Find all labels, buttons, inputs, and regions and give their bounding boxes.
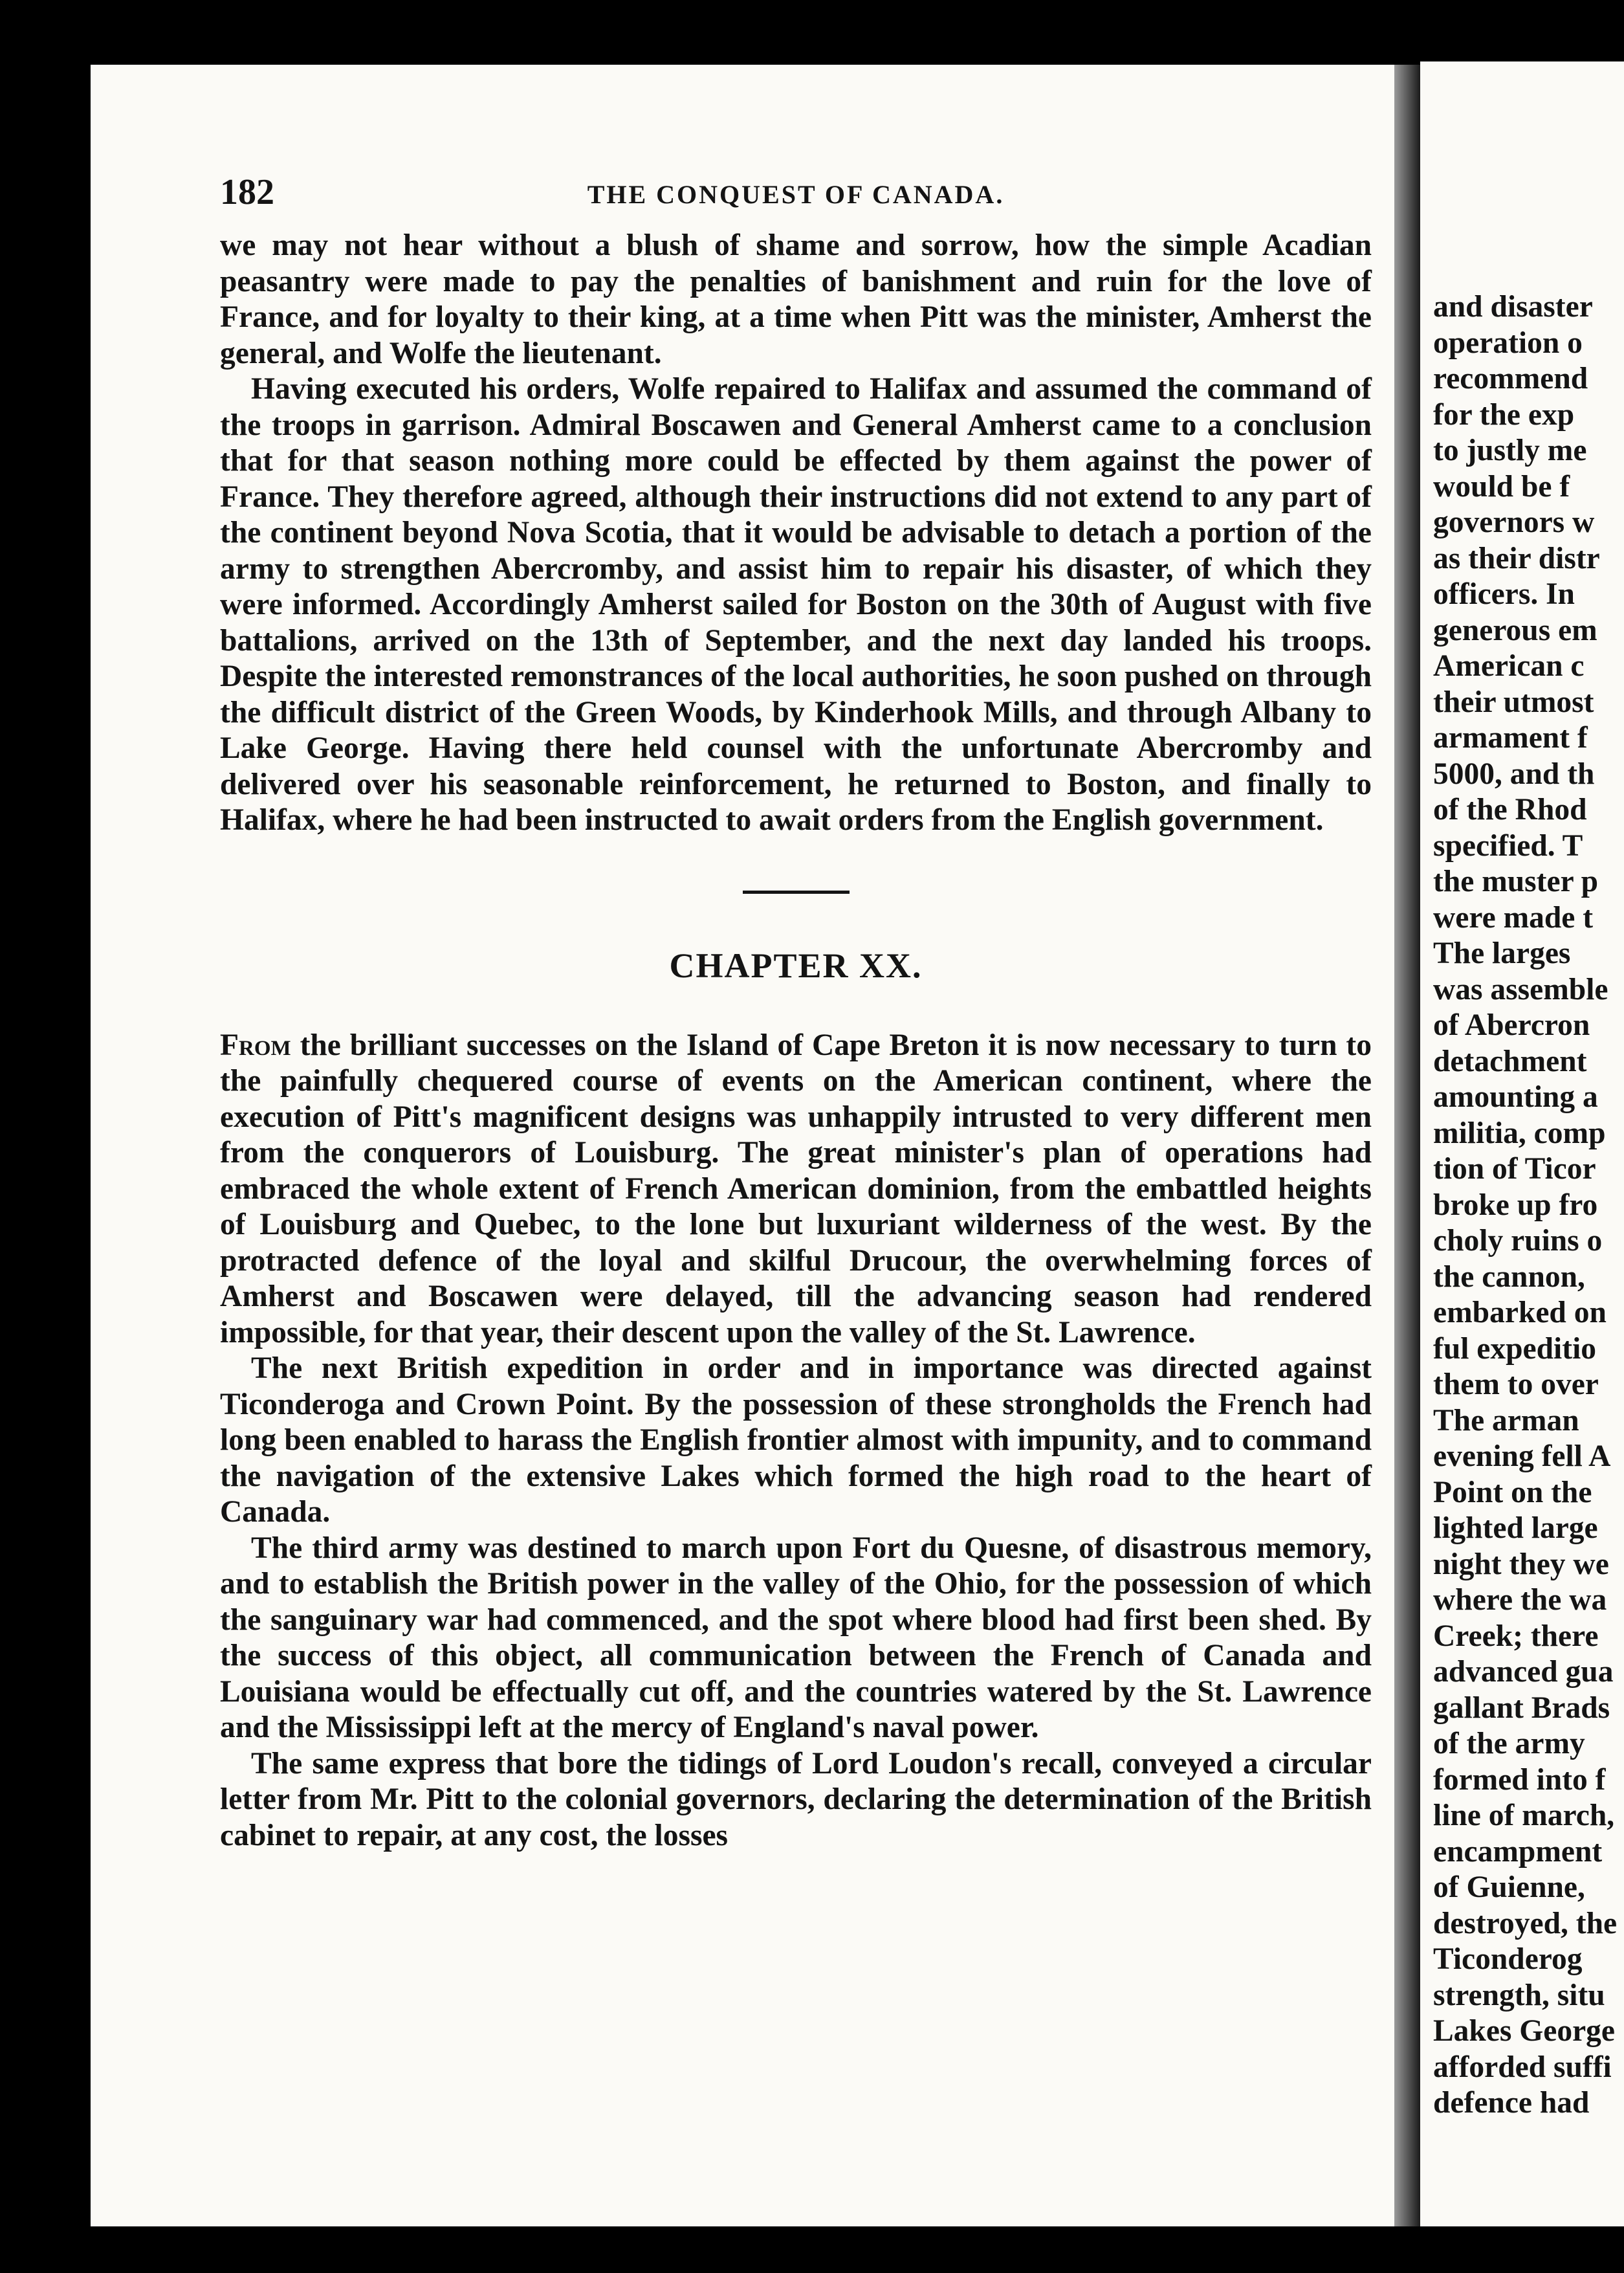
right-page-line: 5000, and th	[1433, 757, 1595, 791]
right-page-line: lighted large	[1433, 1511, 1598, 1545]
right-page-line: formed into f	[1433, 1762, 1606, 1797]
right-page-line: ful expeditio	[1433, 1331, 1597, 1366]
right-page-line: officers. In	[1433, 577, 1575, 611]
right-page-line: would be f	[1433, 469, 1570, 504]
right-page-line: their utmost	[1433, 685, 1594, 719]
right-page-line: of the Rhod	[1433, 793, 1587, 826]
right-page-line: Creek; there	[1433, 1619, 1599, 1653]
right-page-line: detachment	[1433, 1044, 1587, 1078]
right-page-line: strength, situ	[1433, 1978, 1605, 2012]
right-page-line: the cannon,	[1433, 1259, 1585, 1294]
chapter-title: CHAPTER XX.	[669, 946, 923, 985]
right-page-line: governors w	[1433, 505, 1595, 539]
right-page-line: choly ruins o	[1433, 1224, 1603, 1258]
right-page-line: defence had	[1433, 2086, 1590, 2120]
right-page	[1420, 61, 1624, 2226]
right-page-line: were made t	[1433, 900, 1594, 935]
right-page-line: Ticonderog	[1433, 1942, 1583, 1976]
right-page-line: The arman	[1433, 1403, 1579, 1437]
right-page-line: advanced gua	[1433, 1655, 1614, 1689]
right-page-line: to justly me	[1433, 434, 1587, 467]
paragraph: The third army was destined to march upon Fort du Quesne, of disastrous memory, and to establish the British power in the valley of the Ohio, for the possession of which the sanguinary war had commenced, and the spot where blood had first been shed. By the success of this object, all communication between the French of Canada and Louisiana would be effectually cut off, and the countries watered by the St. Lawrence and the Mississippi left at the mercy of England's naval power.	[220, 1531, 1372, 1744]
paragraph: Having executed his orders, Wolfe repaired to Halifax and assumed the command of the troops in garrison. Admiral Boscawen and General Amherst came to a conclusion that for that season nothing more could be effected by them against the power of France. They therefore agreed, although their instructions did not extend to any part of the continent beyond Nova Scotia, that it would be advisable to detach a portion of the army to strengthen Abercromby, and assist him to repair his disaster, of which they were informed. Accordingly Amherst sailed for Boston on the 30th of August with five battalions, arrived on the 13th of September, and the next day landed his troops. Despite the interested remonstrances of the local authorities, he soon pushed on through the difficult district of the Green Woods, by Kinderhook Mills, and through Albany to Lake George. Having there held counsel with the unfortunate Abercromby and delivered over his seasonable reinforcement, he returned to Boston, and finally to Halifax, where he had been instructed to await orders from the English government.	[220, 372, 1372, 837]
right-page-line: gallant Brads	[1433, 1691, 1610, 1725]
right-page-line: evening fell A	[1433, 1439, 1611, 1473]
chapter-opening-paragraph	[220, 1028, 1372, 1351]
right-page-line: Point on the	[1433, 1475, 1592, 1509]
paragraph: The next British expedition in order and in importance was directed against Ticonderoga and Crown Point. By the possession of these strongholds the French had long been enabled to harass the English frontier almost with impunity, and to command the navigation of the extensive Lakes which formed the high road to the heart of Canada.	[220, 1351, 1372, 1529]
running-head: THE CONQUEST OF CANADA.	[587, 180, 1005, 209]
right-page-line: militia, comp	[1433, 1116, 1606, 1150]
right-page-line: destroyed, the	[1433, 1906, 1618, 1940]
right-page-line: tion of Ticor	[1433, 1152, 1596, 1186]
right-page-line: and disaster	[1433, 290, 1593, 324]
right-page-line: where the wa	[1433, 1583, 1607, 1617]
right-page-line: specified. T	[1433, 828, 1583, 863]
section-rule	[743, 891, 850, 894]
left-page-text	[220, 228, 1372, 1854]
paragraph: The same express that bore the tidings of Lord Loudon's recall, conveyed a circular letter from Mr. Pitt to the colonial governors, declaring the determination of the British cabinet to repair, at any cost, the losses	[220, 1746, 1372, 1852]
right-page-line: night they we	[1433, 1547, 1609, 1581]
right-page-line: generous em	[1433, 613, 1597, 647]
book-gutter	[1394, 65, 1420, 2226]
right-page-line: recommend	[1433, 362, 1588, 395]
right-page-line: line of march,	[1433, 1799, 1615, 1832]
right-page-line: embarked on	[1433, 1296, 1607, 1329]
right-page-line: of Guienne,	[1433, 1870, 1585, 1904]
right-page-line: the muster p	[1433, 865, 1599, 898]
right-page-text	[1433, 289, 1624, 2122]
right-page-line: American c	[1433, 649, 1585, 683]
right-page-line: encampment	[1433, 1834, 1603, 1868]
chapter-lead-word: From	[220, 1028, 291, 1062]
right-page-line: of Abercron	[1433, 1008, 1590, 1042]
right-page-line: was assemble	[1433, 972, 1608, 1006]
right-page-line: for the exp	[1433, 397, 1575, 432]
right-page-line: them to over	[1433, 1368, 1599, 1401]
paragraph-continued: we may not hear without a blush of shame and sorrow, how the simple Acadian peasantry were made to pay the penalties of banishment and ruin for the love of France, and for loyalty to their king, at a time when Pitt was the minister, Amherst the general, and Wolfe the lieutenant.	[220, 228, 1372, 370]
right-page-line: Lakes George	[1433, 2014, 1615, 2048]
right-page-line: operation o	[1433, 326, 1583, 360]
page-header	[220, 172, 1372, 217]
right-page-line: broke up fro	[1433, 1188, 1598, 1222]
right-page-line: of the army	[1433, 1727, 1585, 1760]
right-page-line: armament f	[1433, 721, 1588, 755]
chapter-opening-text: the brilliant successes on the Island of Cape Breton it is now necessary to turn to the painfully chequered course of events on the American continent, where the execution of Pitt's magnificent designs was unhappily intrusted to very different men from the conquerors of Louisburg. The great minister's plan of operations had embraced the whole extent of French American dominion, from the embattled heights of Louisburg and Quebec, to the lone but luxuriant wilderness of the west. By the protracted defence of the loyal and skilful Drucour, the overwhelming forces of Amherst and Boscawen were delayed, till the advancing season had rendered impossible, for that year, their descent upon the valley of the St. Lawrence.	[220, 1028, 1372, 1349]
page-number: 182	[220, 172, 274, 212]
right-page-line: as their distr	[1433, 541, 1600, 575]
right-page-line: The larges	[1433, 937, 1571, 970]
right-page-line: amounting a	[1433, 1080, 1598, 1114]
right-page-line: afforded suffi	[1433, 2050, 1612, 2084]
